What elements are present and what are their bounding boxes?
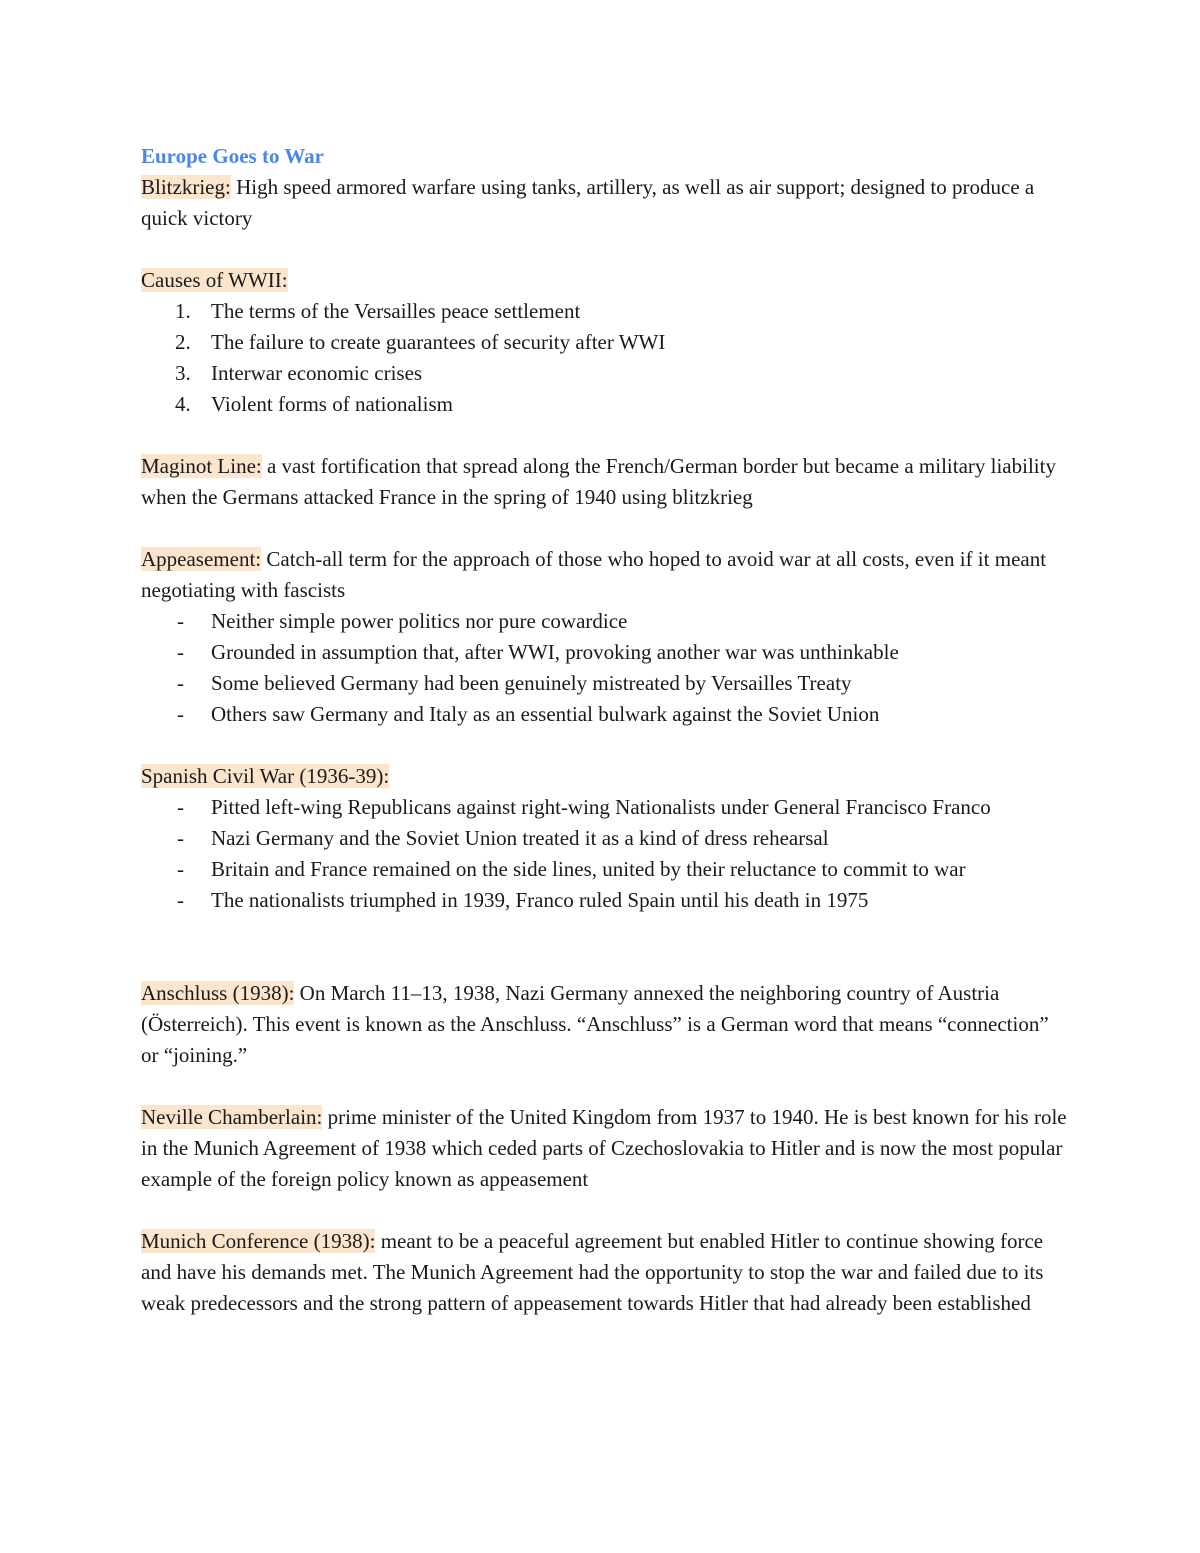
list-item xyxy=(141,389,1071,420)
term-anschluss: Anschluss (1938): xyxy=(141,981,295,1005)
spacer xyxy=(141,916,1071,978)
spacer xyxy=(141,730,1071,761)
munich-definition: meant to be a peaceful agreement but enabled Hitler to continue showing force and have his demands met. The Munich Agreement had the opportunity to stop the war and failed due to its weak predecessors and the strong pattern of appeasement towards Hitler that had already been established xyxy=(141,1229,1044,1315)
spacer xyxy=(141,513,1071,544)
term-spanish-civil-war: Spanish Civil War (1936-39): xyxy=(141,764,390,788)
dash-marker: - xyxy=(177,671,184,695)
dash-marker: - xyxy=(177,702,184,726)
term-munich-conference: Munich Conference (1938): xyxy=(141,1229,376,1253)
munich-paragraph xyxy=(141,1226,1071,1319)
term-blitzkrieg: Blitzkrieg: xyxy=(141,175,231,199)
blitzkrieg-paragraph xyxy=(141,172,1071,234)
spacer xyxy=(141,234,1071,265)
spacer xyxy=(141,1071,1071,1102)
list-number: 3. xyxy=(175,361,191,385)
chamberlain-definition: prime minister of the United Kingdom from 1937 to 1940. He is best known for his role in the Munich Agreement of 1938 which ceded parts of Czechoslovakia to Hitler and is now the most popular example of the foreign policy known as appeasement xyxy=(141,1105,1067,1191)
dash-marker: - xyxy=(177,640,184,664)
list-item-text: Interwar economic crises xyxy=(211,361,423,385)
spacer xyxy=(141,1195,1071,1226)
list-item xyxy=(141,606,1071,637)
list-item xyxy=(141,823,1071,854)
list-item-text: Grounded in assumption that, after WWI, provoking another war was unthinkable xyxy=(211,640,899,664)
list-item xyxy=(141,637,1071,668)
term-appeasement: Appeasement: xyxy=(141,547,262,571)
appeasement-definition: Catch-all term for the approach of those who hoped to avoid war at all costs, even if it meant negotiating with fascists xyxy=(141,547,1047,602)
list-item-text: Neither simple power politics nor pure cowardice xyxy=(211,609,628,633)
appeasement-paragraph xyxy=(141,544,1071,606)
list-item xyxy=(141,699,1071,730)
list-item-text: The nationalists triumphed in 1939, Franco ruled Spain until his death in 1975 xyxy=(211,888,869,912)
dash-marker: - xyxy=(177,888,184,912)
list-item xyxy=(141,854,1071,885)
spacer xyxy=(141,420,1071,451)
maginot-definition: a vast fortification that spread along the French/German border but became a military liability when the Germans attacked France in the spring of 1940 using blitzkrieg xyxy=(141,454,1056,509)
dash-marker: - xyxy=(177,826,184,850)
appeasement-bullets xyxy=(141,606,1071,730)
term-causes: Causes of WWII: xyxy=(141,268,288,292)
document-page xyxy=(141,141,1071,1319)
causes-heading xyxy=(141,265,1071,296)
dash-marker: - xyxy=(177,609,184,633)
list-item-text: The terms of the Versailles peace settlement xyxy=(211,299,581,323)
causes-list xyxy=(141,296,1071,420)
list-item xyxy=(141,296,1071,327)
term-maginot-line: Maginot Line: xyxy=(141,454,262,478)
chamberlain-paragraph xyxy=(141,1102,1071,1195)
dash-marker: - xyxy=(177,795,184,819)
blitzkrieg-definition: High speed armored warfare using tanks, artillery, as well as air support; designed to produce a quick victory xyxy=(141,175,1035,230)
term-neville-chamberlain: Neville Chamberlain: xyxy=(141,1105,323,1129)
list-item-text: Britain and France remained on the side lines, united by their reluctance to commit to war xyxy=(211,857,966,881)
list-item-text: Some believed Germany had been genuinely mistreated by Versailles Treaty xyxy=(211,671,852,695)
anschluss-definition: On March 11–13, 1938, Nazi Germany annexed the neighboring country of Austria (Österreich). This event is known as the Anschluss. “Anschluss” is a German word that means “connection” or “joining.” xyxy=(141,981,1049,1067)
list-item-text: Others saw Germany and Italy as an essential bulwark against the Soviet Union xyxy=(211,702,880,726)
spanish-civil-war-heading xyxy=(141,761,1071,792)
list-item xyxy=(141,358,1071,389)
spanish-civil-war-bullets xyxy=(141,792,1071,916)
document-title: Europe Goes to War xyxy=(141,144,324,168)
anschluss-paragraph xyxy=(141,978,1071,1071)
list-item-text: Violent forms of nationalism xyxy=(211,392,453,416)
list-item xyxy=(141,792,1071,823)
maginot-paragraph xyxy=(141,451,1071,513)
list-item-text: Pitted left-wing Republicans against right-wing Nationalists under General Francisco Franco xyxy=(211,795,991,819)
dash-marker: - xyxy=(177,857,184,881)
list-number: 4. xyxy=(175,392,191,416)
list-number: 2. xyxy=(175,330,191,354)
list-item-text: The failure to create guarantees of security after WWI xyxy=(211,330,666,354)
list-number: 1. xyxy=(175,299,191,323)
list-item-text: Nazi Germany and the Soviet Union treated it as a kind of dress rehearsal xyxy=(211,826,829,850)
list-item xyxy=(141,668,1071,699)
list-item xyxy=(141,885,1071,916)
list-item xyxy=(141,327,1071,358)
